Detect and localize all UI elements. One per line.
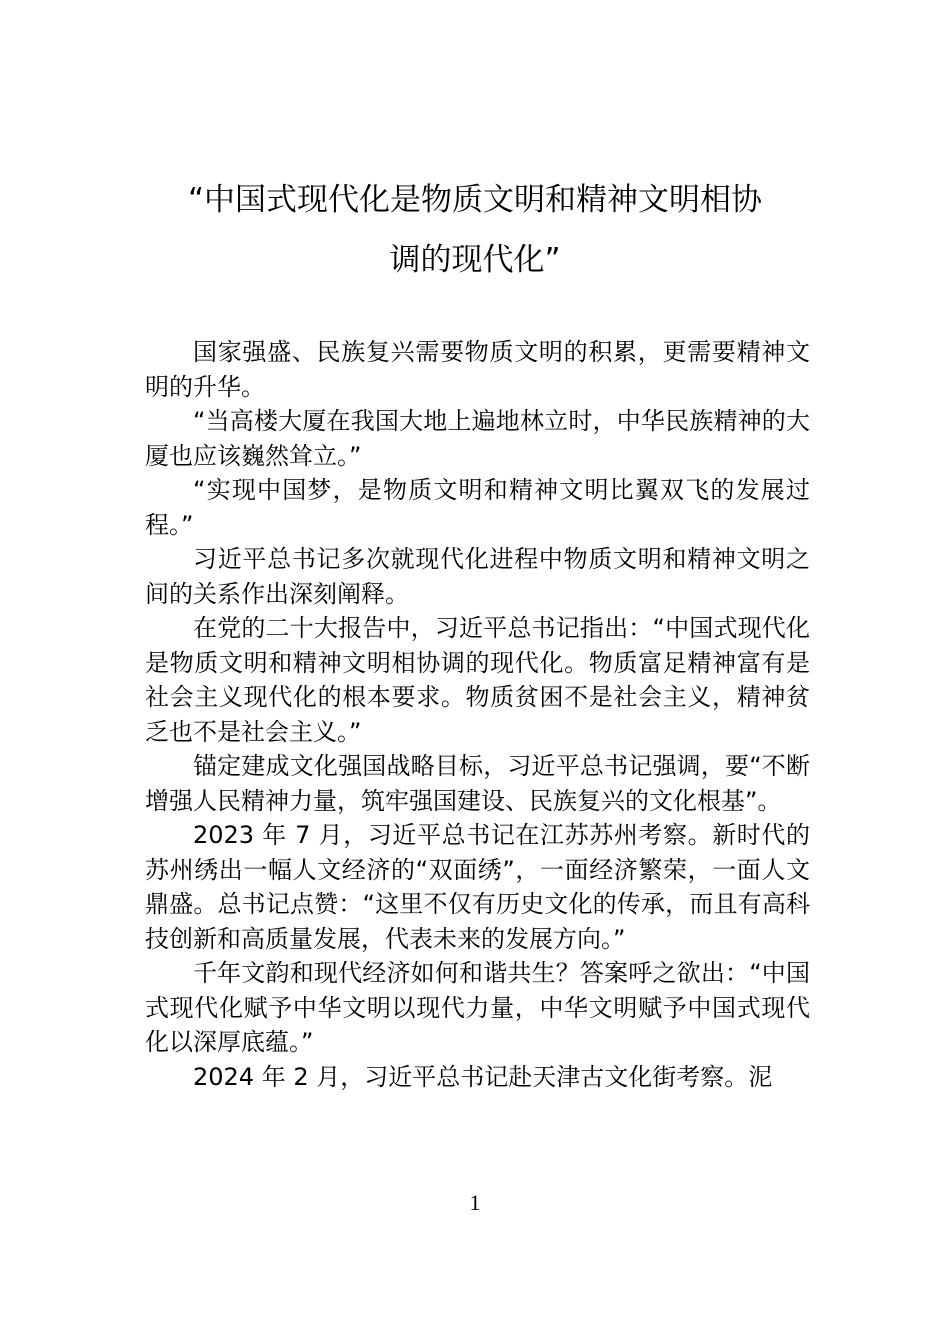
paragraph: 千年文韵和现代经济如何和谐共生？答案呼之欲出：“中国式现代化赋予中华文明以现代力量，中华文明赋予中国式现代化以深厚底蕴。” [145, 959, 810, 1056]
paragraph: “实现中国梦，是物质文明和精神文明比翼双飞的发展过程。” [145, 476, 810, 539]
paragraph: 2024 年 2 月，习近平总书记赴天津古文化街考察。泥 [193, 1062, 773, 1091]
page-number: 1 [469, 1190, 481, 1215]
paragraph: 2023 年 7 月，习近平总书记在江苏苏州考察。新时代的苏州绣出一幅人文经济的“双面绣”，一面经济繁荣，一面人文鼎盛。总书记点赞：“这里不仅有历史文化的传承，而且有高科技创新和高质量发展，代表未来的发展方向。” [145, 821, 810, 953]
title-line-1: “中国式现代化是物质文明和精神文明相协 [187, 182, 763, 218]
paragraph: 锚定建成文化强国战略目标，习近平总书记强调，要“不断增强人民精神力量，筑牢强国建设、民族复兴的文化根基”。 [145, 752, 810, 815]
paragraph: 国家强盛、民族复兴需要物质文明的积累，更需要精神文明的升华。 [145, 338, 810, 401]
paragraph: “当高楼大厦在我国大地上遍地林立时，中华民族精神的大厦也应该巍然耸立。” [145, 407, 810, 470]
title-line-2: 调的现代化” [389, 242, 561, 278]
document-body [145, 335, 810, 1094]
paragraph: 在党的二十大报告中，习近平总书记指出：“中国式现代化是物质文明和精神文明相协调的现代化。物质富足精神富有是社会主义现代化的根本要求。物质贫困不是社会主义，精神贫乏也不是社会主义。” [145, 614, 810, 746]
document-title [120, 170, 830, 290]
paragraph: 习近平总书记多次就现代化进程中物质文明和精神文明之间的关系作出深刻阐释。 [145, 545, 810, 608]
